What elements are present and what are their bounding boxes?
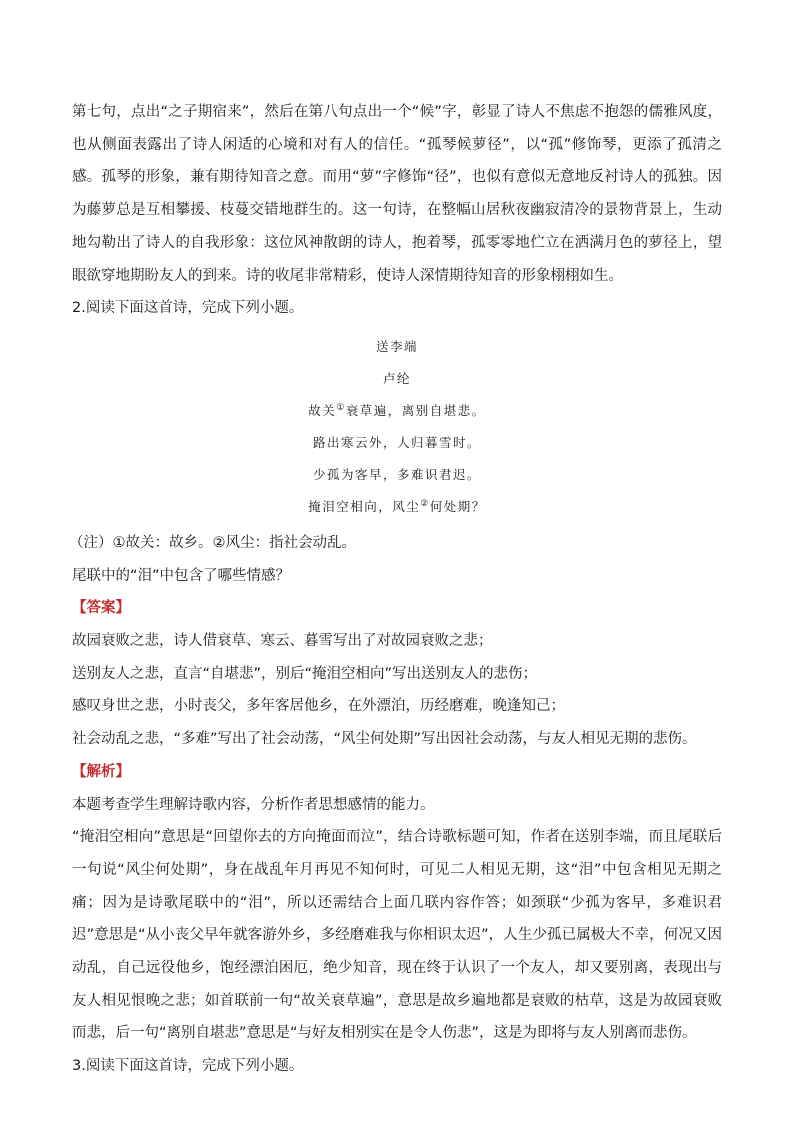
answer-item: 送别友人之悲，直言“自堪悲”，别后“掩泪空相向”写出送别友人的悲伤；: [72, 665, 538, 682]
poem-block: [72, 331, 722, 523]
poem-line-4-a: 掩泪空相向，风尘: [308, 498, 421, 514]
answer-heading: 【答案】: [72, 600, 130, 617]
poem-author: 卢纶: [382, 370, 411, 386]
question-2-question: 尾联中的“泪”中包含了哪些情感？: [72, 567, 291, 584]
poem-line-3: 少孤为客早，多难识君迟。: [312, 466, 481, 482]
analysis-body: “掩泪空相向”意思是“回望你去的方向掩面而泣”，结合诗歌标题可知，作者在送别李端，而且尾联后一句说“风尘何处期”，身在战乱年月再见不知何时，可见二人相见无期，这“泪”中包含相见无期之痛；因为是诗歌尾联中的“泪”，所以还需结合上面几联内容作答；如颈联“少孤为客早，多难识君迟”意思是“从小丧父早年就客游外乡，多经磨难我与你相识太迟”，人生少孤已属极大不幸，何况又因动乱，自己远役他乡，饱经漂泊困厄，绝少知音，现在终于认识了一个友人，却又要别离，表现出与友人相见恨晚之悲；如首联前一句“故关衰草遍”，意思是故乡遍地都是衰败的枯草，这是为故园衰败而悲，后一句“离别自堪悲”意思是“与好友相别实在是令人伤悲”，这是为即将与友人别离而悲伤。: [72, 829, 722, 1042]
poem-line-1-a: 故关: [308, 402, 337, 418]
question-3-prompt: 3.阅读下面这首诗，完成下列小题。: [72, 1058, 304, 1075]
intro-paragraph: 第七句，点出“之子期宿来”，然后在第八句点出一个“候”字，彰显了诗人不焦虑不抱怨的儒雅风度，也从侧面表露出了诗人闲适的心境和对有人的信任。“孤琴候萝径”，以“孤”修饰琴，更添了孤清之感。孤琴的形象，兼有期待知音之意。而用“萝”字修饰“径”，也似有意似无意地反衬诗人的孤独。因为藤萝总是互相攀援、枝蔓交错地群生的。这一句诗，在整幅山居秋夜幽寂清冷的景物背景上，生动地勾勒出了诗人的自我形象：这位风神散朗的诗人，抱着琴，孤零零地伫立在洒满月色的萝径上，望眼欲穿地期盼友人的到来。诗的收尾非常精彩，使诗人深情期待知音的形象栩栩如生。: [72, 104, 722, 284]
footnote-marker-1: ①: [336, 402, 346, 413]
poem-note: （注）①故关：故乡。②风尘：指社会动乱。: [69, 534, 356, 551]
answer-item: 社会动乱之悲，“多难”写出了社会动荡，“风尘何处期”写出因社会动荡，与友人相见无期的悲伤。: [72, 731, 697, 748]
footnote-marker-2: ②: [420, 498, 430, 509]
analysis-intro: 本题考查学生理解诗歌内容，分析作者思想感情的能力。: [72, 796, 435, 813]
poem-line-4-b: 何处期？: [429, 498, 486, 514]
poem-line-1-b: 衰草遍，离别自堪悲。: [345, 402, 486, 418]
answer-item: 故园衰败之悲，诗人借衰草、寒云、暮雪写出了对故园衰败之悲；: [72, 633, 493, 650]
poem-line-2: 路出寒云外，人归暮雪时。: [312, 434, 481, 450]
answer-item: 感叹身世之悲，小时丧父，多年客居他乡，在外漂泊，历经磨难，晚逢知己；: [72, 698, 565, 715]
poem-line-4: [72, 491, 722, 523]
poem-title: 送李端: [375, 338, 418, 354]
analysis-heading: 【解析】: [72, 763, 130, 780]
poem-line-1: [72, 395, 722, 427]
question-2-prompt: 2.阅读下面这首诗，完成下列小题。: [72, 300, 304, 317]
